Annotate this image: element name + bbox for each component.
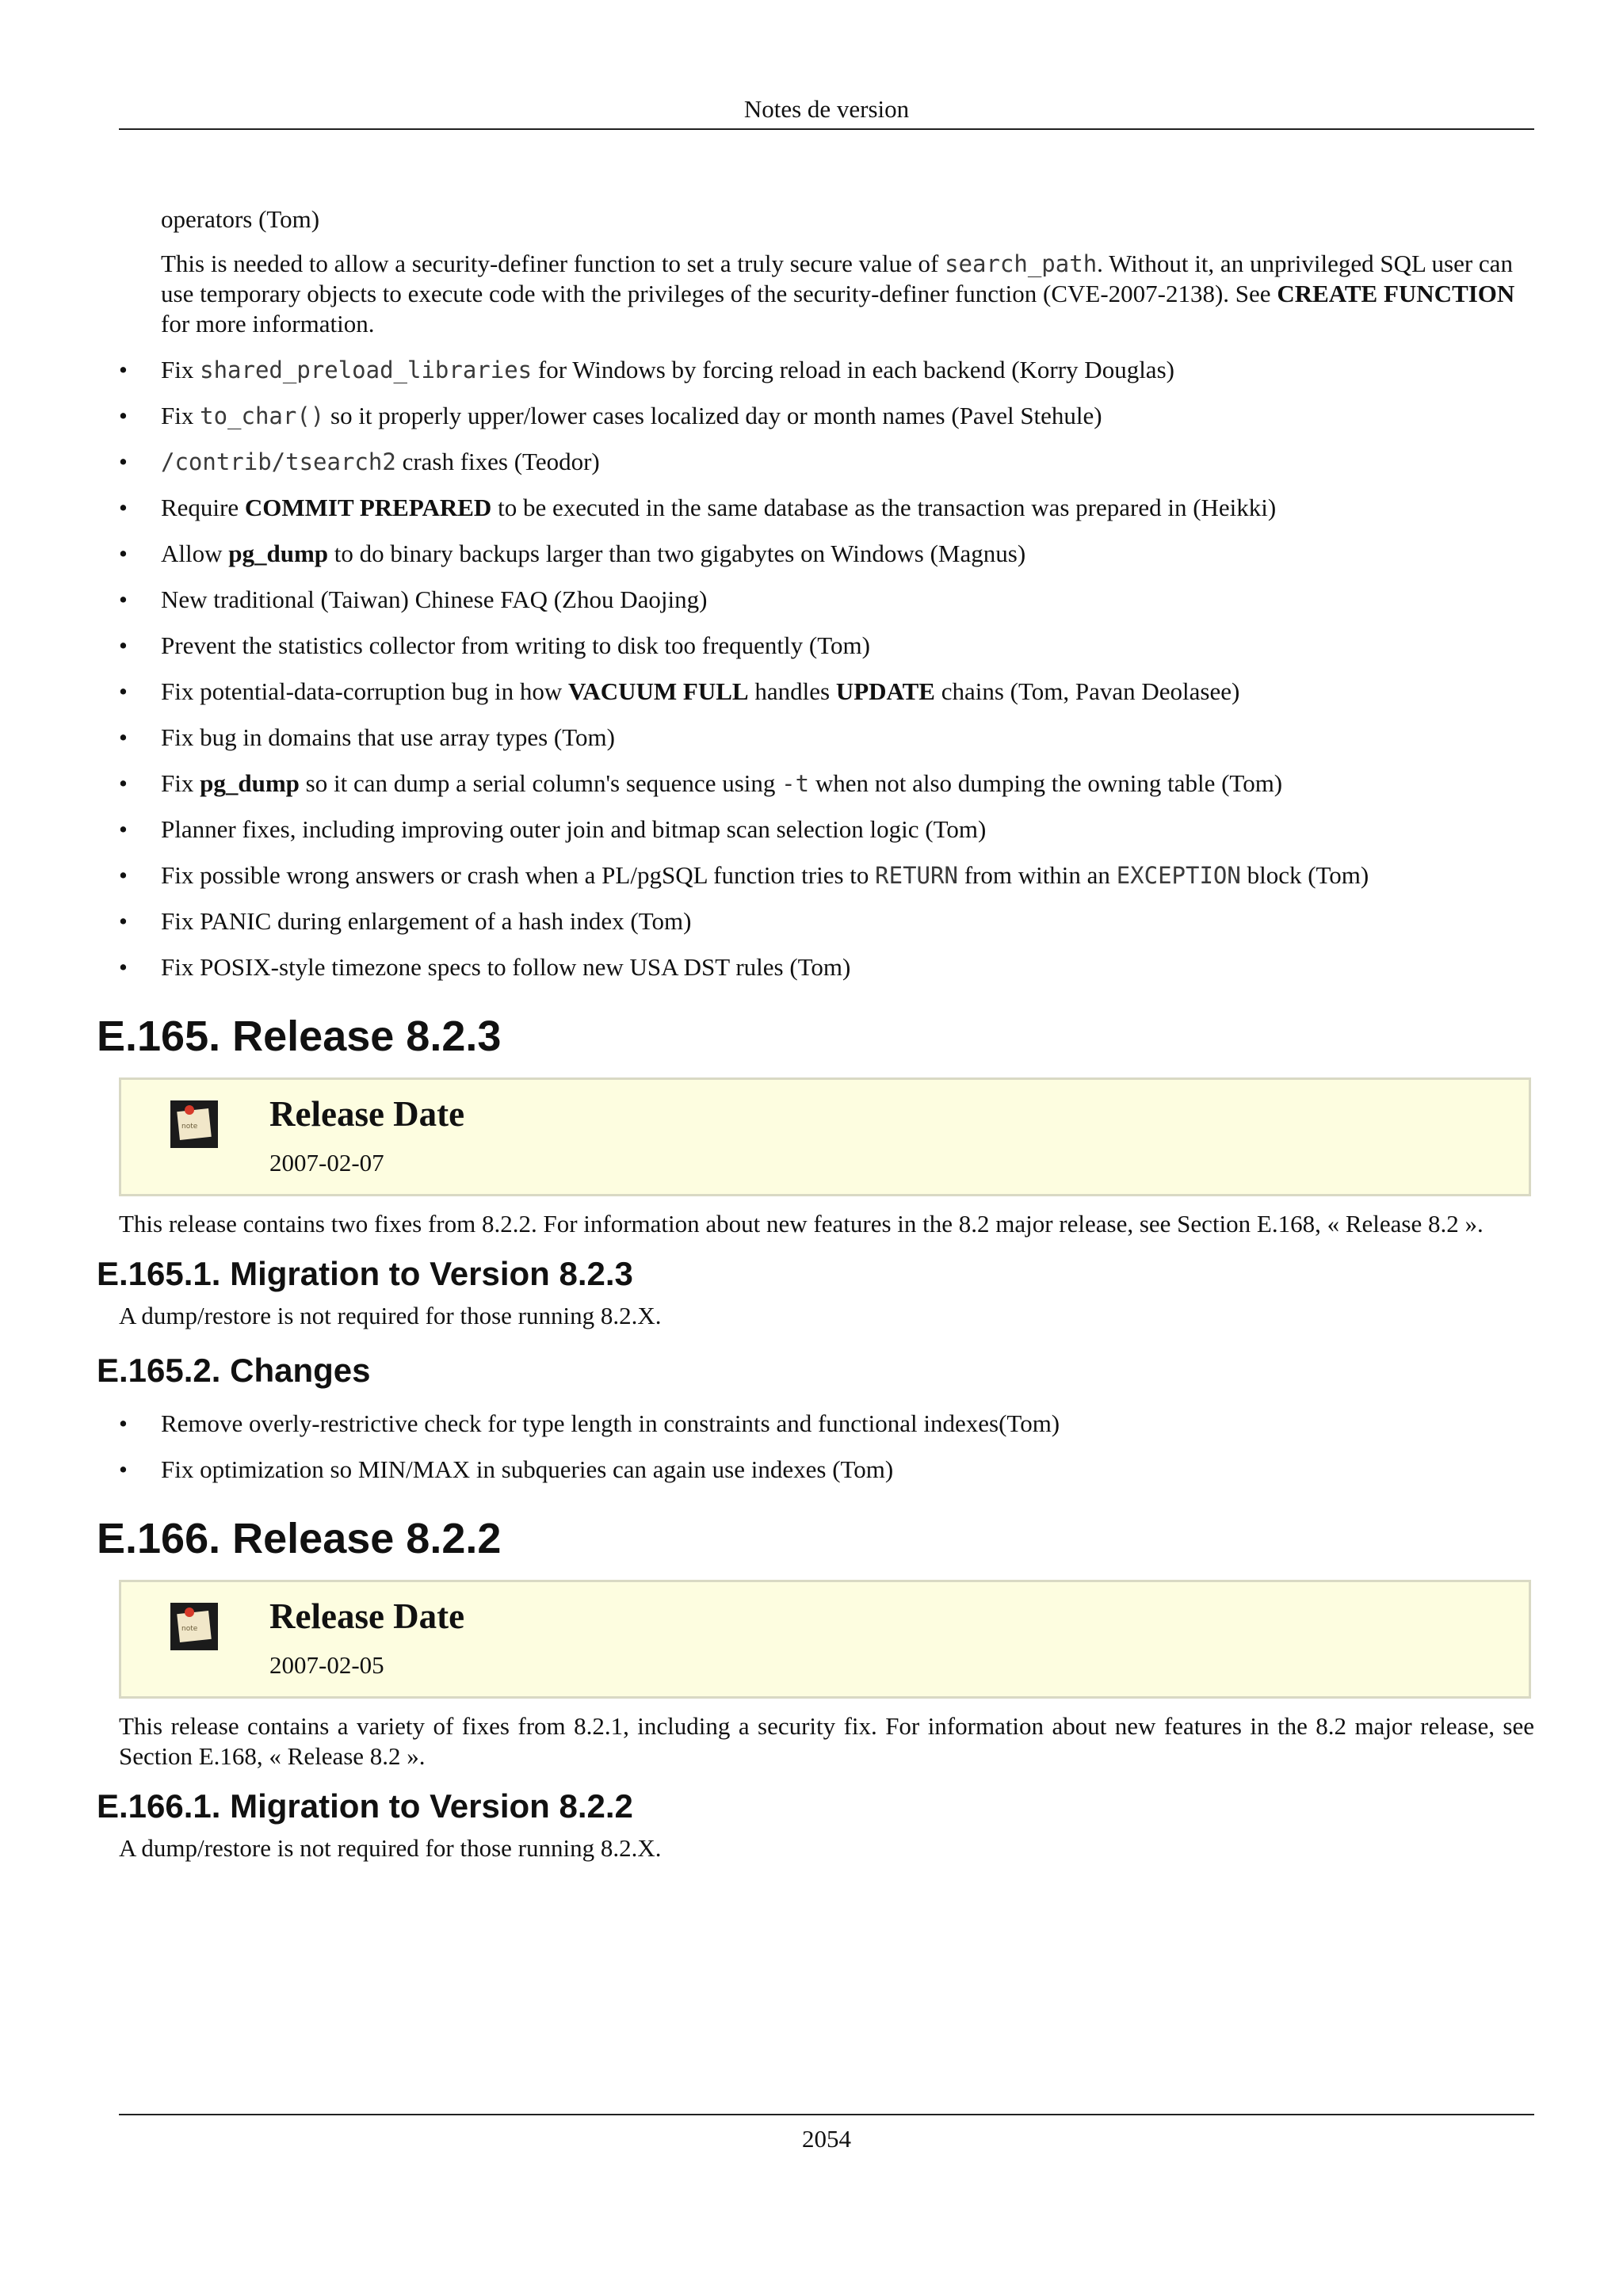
note-icon-label: note — [181, 1123, 198, 1131]
continuation-line: operators (Tom) — [161, 205, 320, 233]
bullet: • — [119, 907, 128, 935]
command-term: VACUUM FULL — [567, 677, 749, 705]
migration-text: A dump/restore is not required for those running 8.2.X. — [119, 1302, 662, 1329]
command-term: pg_dump — [200, 769, 300, 797]
code-term: shared_preload_libraries — [200, 357, 533, 383]
code-term: EXCEPTION — [1116, 862, 1241, 889]
list-item — [97, 814, 1534, 845]
code-term: /contrib/tsearch2 — [161, 448, 396, 475]
text: so it properly upper/lower cases localized day or month names (Pavel Stehule) — [324, 402, 1102, 429]
note-title: Release Date — [269, 1094, 465, 1134]
bullet: • — [119, 953, 128, 981]
command-term: pg_dump — [228, 540, 329, 567]
page-number: 2054 — [802, 2125, 851, 2153]
bullet: • — [119, 677, 128, 705]
text: Fix optimization so MIN/MAX in subqueries can again use indexes (Tom) — [161, 1455, 894, 1483]
text: This is needed to allow a security-definer function to set a truly secure value of — [161, 250, 945, 277]
text: for Windows by forcing reload in each backend (Korry Douglas) — [532, 356, 1174, 383]
list-item — [97, 539, 1534, 569]
migration-text: A dump/restore is not required for those running 8.2.X. — [119, 1834, 662, 1862]
bullet: • — [119, 1455, 128, 1483]
text: Fix — [161, 769, 200, 797]
text: so it can dump a serial column's sequence using — [299, 769, 782, 797]
release-intro: This release contains two fixes from 8.2.2. For information about new features in the 8.2 major release, see Section E.168, « Release 8.2 ». — [119, 1210, 1484, 1238]
text: from within an — [957, 861, 1117, 889]
text: to do binary backups larger than two gigabytes on Windows (Magnus) — [328, 540, 1026, 567]
code-search-path: search_path — [945, 250, 1098, 277]
list-item — [97, 860, 1534, 891]
page-header-title: Notes de version — [743, 95, 910, 123]
text: Fix possible wrong answers or crash when a PL/pgSQL function tries to — [161, 861, 876, 889]
section-heading-changes: E.165.2. Changes — [97, 1352, 371, 1389]
text: Fix POSIX-style timezone specs to follow new USA DST rules (Tom) — [161, 953, 851, 981]
changes-list — [97, 1409, 1534, 1485]
page-content — [97, 204, 1534, 1863]
footer-rule — [119, 2114, 1534, 2115]
list-item — [97, 447, 1534, 477]
release-intro: This release contains a variety of fixes from 8.2.1, including a security fix. For information about new features in the 8.2 major release, see Section E.168, « Release 8.2 ». — [119, 1712, 1534, 1770]
code-term: RETURN — [875, 862, 958, 889]
list-item — [97, 585, 1534, 615]
bullet: • — [119, 631, 128, 659]
text: for more information. — [161, 310, 375, 338]
text: Fix PANIC during enlargement of a hash index (Tom) — [161, 907, 692, 935]
text: Require — [161, 494, 245, 521]
text: Remove overly-restrictive check for type length in constraints and functional indexes(Tom) — [161, 1409, 1060, 1437]
list-item — [97, 631, 1534, 661]
section-heading-release-8-2-2: E.166. Release 8.2.2 — [97, 1515, 502, 1562]
bullet: • — [119, 448, 128, 475]
text: Allow — [161, 540, 229, 567]
section-heading-migration-8-2-3: E.165.1. Migration to Version 8.2.3 — [97, 1255, 633, 1292]
create-function-ref: CREATE FUNCTION — [1277, 280, 1515, 307]
fix-list — [97, 355, 1534, 982]
text: Prevent the statistics collector from writing to disk too frequently (Tom) — [161, 631, 870, 659]
command-term: UPDATE — [835, 677, 935, 705]
list-item — [97, 952, 1534, 982]
list-item — [97, 906, 1534, 936]
pin-icon — [185, 1608, 194, 1617]
text: to be executed in the same database as the transaction was prepared in (Heikki) — [491, 494, 1277, 521]
text: New traditional (Taiwan) Chinese FAQ (Zhou Daojing) — [161, 585, 708, 613]
header-rule — [119, 128, 1534, 130]
text: handles — [748, 677, 836, 705]
bullet: • — [119, 861, 128, 889]
bullet: • — [119, 540, 128, 567]
release-date: 2007-02-07 — [269, 1149, 384, 1177]
list-item — [97, 355, 1534, 385]
text: block (Tom) — [1240, 861, 1369, 889]
text: when not also dumping the owning table (Tom) — [809, 769, 1283, 797]
bullet: • — [119, 723, 128, 751]
bullet: • — [119, 815, 128, 843]
list-item — [97, 493, 1534, 523]
section-heading-release-8-2-3: E.165. Release 8.2.3 — [97, 1013, 502, 1060]
note-icon — [170, 1603, 218, 1650]
text: Fix — [161, 356, 200, 383]
list-item — [97, 1409, 1534, 1439]
bullet: • — [119, 402, 128, 429]
bullet: • — [119, 356, 128, 383]
release-date-note — [119, 1580, 1531, 1699]
text: Fix bug in domains that use array types (Tom) — [161, 723, 615, 751]
note-icon — [170, 1100, 218, 1148]
release-date: 2007-02-05 — [269, 1651, 384, 1679]
text: crash fixes (Teodor) — [395, 448, 600, 475]
bullet: • — [119, 769, 128, 797]
text: . Without it, an unprivileged SQL user can use temporary objects to execute code with the privileges of the security-definer function (CVE-2007-2138). See — [161, 250, 1513, 307]
release-date-note — [119, 1077, 1531, 1196]
list-item — [97, 769, 1534, 799]
code-term: to_char() — [200, 402, 325, 429]
text: chains (Tom, Pavan Deolasee) — [934, 677, 1240, 705]
bullet: • — [119, 1409, 128, 1437]
list-item — [97, 723, 1534, 753]
list-item — [97, 1455, 1534, 1485]
text: Planner fixes, including improving outer join and bitmap scan selection logic (Tom) — [161, 815, 987, 843]
note-icon-label: note — [181, 1625, 198, 1633]
text: Fix — [161, 402, 200, 429]
section-heading-migration-8-2-2: E.166.1. Migration to Version 8.2.2 — [97, 1787, 633, 1825]
text: Fix potential-data-corruption bug in how — [161, 677, 568, 705]
code-term: -t — [781, 770, 810, 797]
continuation-paragraph — [161, 249, 1534, 339]
pin-icon — [185, 1105, 194, 1115]
list-item — [97, 401, 1534, 431]
note-title: Release Date — [269, 1596, 465, 1636]
bullet: • — [119, 494, 128, 521]
bullet: • — [119, 585, 128, 613]
list-item — [97, 677, 1534, 707]
command-term: COMMIT PREPARED — [244, 494, 492, 521]
